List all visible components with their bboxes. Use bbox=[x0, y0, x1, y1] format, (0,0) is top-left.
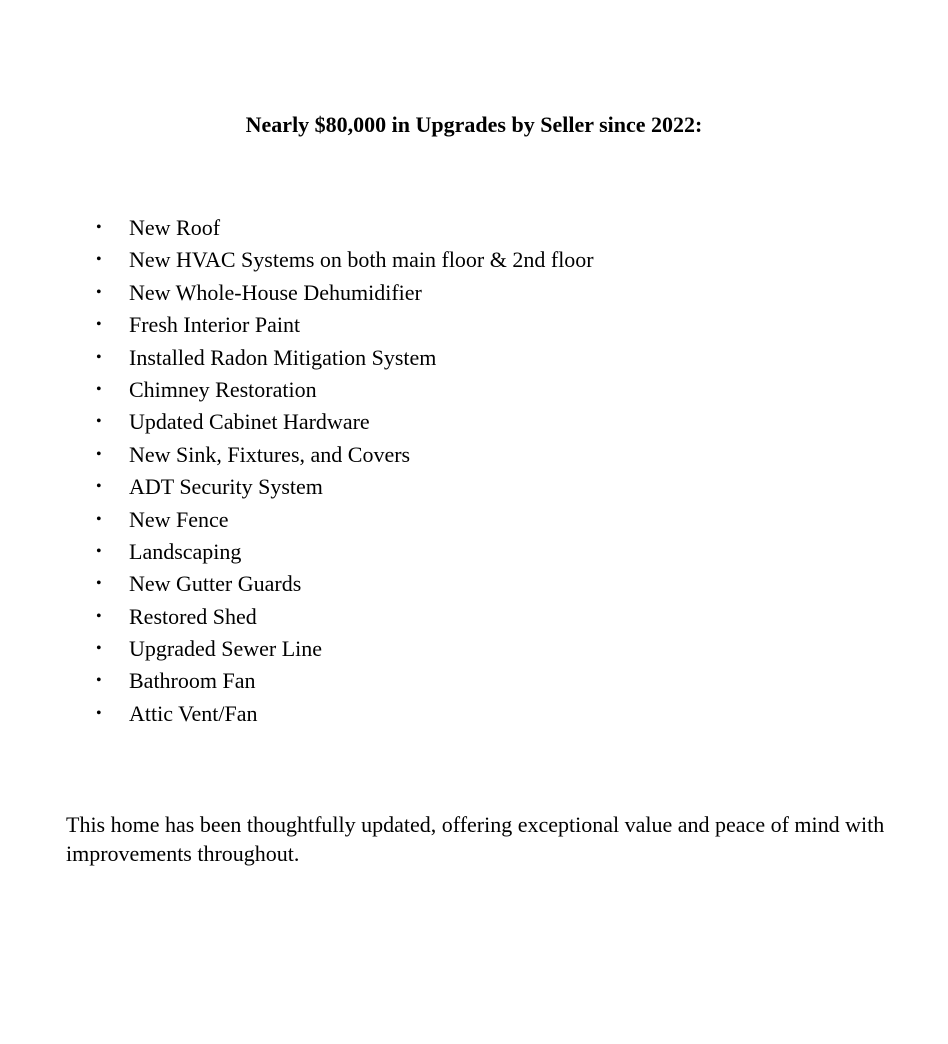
list-item-text: Updated Cabinet Hardware bbox=[129, 409, 370, 435]
document-heading: Nearly $80,000 in Upgrades by Seller since 2022: bbox=[245, 112, 703, 137]
bullet-icon: • bbox=[96, 219, 102, 236]
list-item-text: Attic Vent/Fan bbox=[129, 700, 258, 726]
bullet-icon: • bbox=[96, 445, 102, 463]
bullet-icon: • bbox=[96, 672, 102, 690]
bullet-icon: • bbox=[96, 348, 102, 366]
bullet-icon: • bbox=[96, 316, 102, 334]
bullet-icon: • bbox=[96, 704, 102, 722]
list-item-text: New Sink, Fixtures, and Covers bbox=[129, 441, 411, 467]
list-item-text: Landscaping bbox=[129, 538, 242, 564]
bullet-icon: • bbox=[96, 283, 102, 301]
list-item-text: New HVAC Systems on both main floor & 2nd floor bbox=[129, 247, 594, 273]
list-item-text: New Gutter Guards bbox=[129, 571, 302, 597]
bullet-icon: • bbox=[96, 380, 102, 398]
closing-paragraph: This home has been thoughtfully updated, offering exceptional value and peace of mind with improvements throughout. bbox=[66, 812, 885, 866]
list-item-text: Restored Shed bbox=[129, 603, 257, 629]
list-item-text: Chimney Restoration bbox=[129, 376, 317, 402]
list-item-text: Fresh Interior Paint bbox=[129, 312, 301, 338]
list-item-text: Installed Radon Mitigation System bbox=[129, 344, 437, 370]
bullet-icon: • bbox=[96, 251, 102, 269]
list-item-text: New Roof bbox=[129, 215, 221, 240]
list-item-text: Upgraded Sewer Line bbox=[129, 636, 323, 662]
list-item-text: New Whole-House Dehumidifier bbox=[129, 279, 422, 305]
bullet-icon: • bbox=[96, 413, 102, 431]
list-item-text: ADT Security System bbox=[129, 474, 323, 500]
bullet-icon: • bbox=[96, 575, 102, 593]
bullet-icon: • bbox=[96, 640, 102, 658]
list-item-text: New Fence bbox=[129, 506, 229, 532]
bullet-icon: • bbox=[96, 510, 102, 528]
list-item-text: Bathroom Fan bbox=[129, 668, 256, 694]
bullet-icon: • bbox=[96, 542, 102, 560]
bullet-icon: • bbox=[96, 478, 102, 496]
bullet-icon: • bbox=[96, 607, 102, 625]
